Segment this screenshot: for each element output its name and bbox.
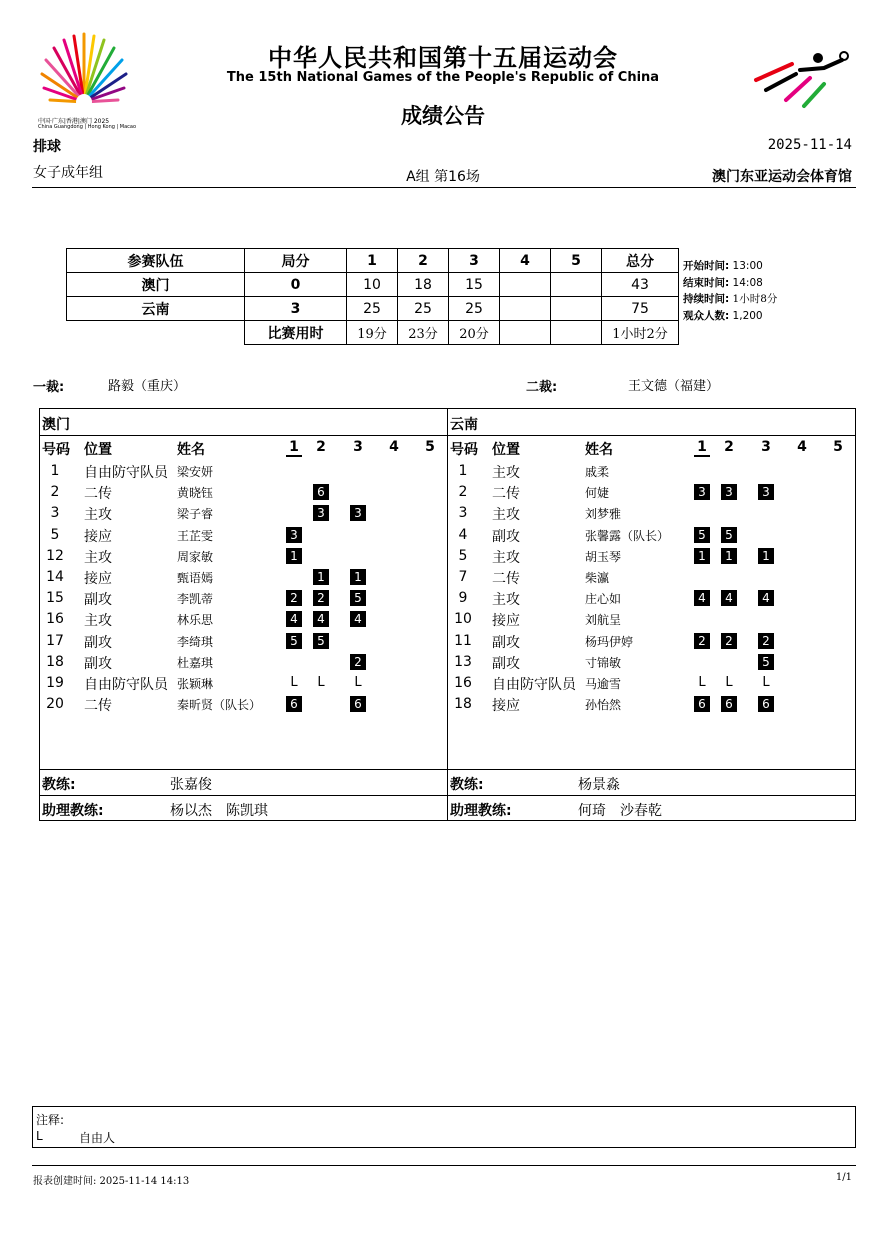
header-set-3: 3 xyxy=(353,439,363,455)
header-pos: 位置 xyxy=(492,442,520,458)
player-position: 主攻 xyxy=(84,507,112,524)
starting-position-mark: 5 xyxy=(350,590,366,606)
player-row xyxy=(448,652,855,673)
player-name: 杨玛伊婷 xyxy=(585,634,634,649)
second-referee-label: 二裁: xyxy=(526,380,558,395)
starting-position-mark: 6 xyxy=(286,696,302,712)
player-position: 主攻 xyxy=(84,613,112,630)
team-name: 云南 xyxy=(450,417,478,433)
set-duration: 20分 xyxy=(449,321,500,345)
starting-position-mark: 4 xyxy=(350,611,366,627)
first-referee-label: 一裁: xyxy=(33,380,65,395)
end-time: 结束时间: 14:08 xyxy=(683,277,763,289)
header-set-3: 3 xyxy=(761,439,771,455)
player-position: 主攻 xyxy=(492,549,520,566)
starting-position-mark: 3 xyxy=(286,527,302,543)
player-position: 主攻 xyxy=(84,549,112,566)
player-name: 刘梦雅 xyxy=(585,507,622,522)
page-title: 中华人民共和国第十五届运动会 xyxy=(268,44,618,72)
report-created: 报表创建时间: 2025-11-14 14:13 xyxy=(33,1176,190,1187)
divider xyxy=(448,435,855,436)
divider xyxy=(448,795,855,796)
player-row xyxy=(40,546,447,567)
starting-position-mark: 5 xyxy=(758,654,774,670)
set-score: 25 xyxy=(347,297,398,321)
player-number: 15 xyxy=(46,590,64,607)
starting-position-mark: 4 xyxy=(721,590,737,606)
second-referee: 王文德（福建） xyxy=(628,379,720,394)
starting-position-mark: 1 xyxy=(313,569,329,585)
assistant-coach-label: 助理教练: xyxy=(42,803,104,819)
team-name: 云南 xyxy=(67,297,245,321)
player-position: 副攻 xyxy=(84,634,112,651)
player-position: 二传 xyxy=(492,571,520,587)
player-number: 9 xyxy=(458,590,468,607)
assistant-coach-label: 助理教练: xyxy=(450,803,512,819)
score-row-macau xyxy=(67,273,679,297)
header-total: 总分 xyxy=(602,249,679,273)
starting-position-mark: 6 xyxy=(350,696,366,712)
set-duration: 19分 xyxy=(347,321,398,345)
starting-position-mark: 2 xyxy=(694,633,710,649)
player-position: 二传 xyxy=(84,486,112,503)
player-name: 孙怡然 xyxy=(585,698,622,713)
player-name: 林乐思 xyxy=(177,613,214,628)
starting-position-mark: 3 xyxy=(721,484,737,500)
player-row xyxy=(40,567,447,588)
set-score: 25 xyxy=(398,297,449,321)
player-position: 接应 xyxy=(492,698,520,715)
player-name: 黄晓钰 xyxy=(177,486,214,501)
player-number: 19 xyxy=(46,675,64,691)
total-score: 43 xyxy=(602,273,679,297)
player-number: 5 xyxy=(50,526,60,543)
player-number: 2 xyxy=(458,484,468,501)
divider xyxy=(448,769,855,770)
set-score: 15 xyxy=(449,273,500,297)
logo-caption-en: China Guangdong | Hong Kong | Macao xyxy=(38,124,137,130)
assistant-coach-names: 杨以杰 陈凯琪 xyxy=(170,803,268,819)
player-position: 副攻 xyxy=(84,592,112,609)
score-row-yunnan xyxy=(67,297,679,321)
notes-label: 注释: xyxy=(36,1113,65,1127)
header-set-3: 3 xyxy=(449,249,500,273)
starting-position-mark: 6 xyxy=(721,696,737,712)
player-row xyxy=(448,503,855,524)
starting-position-mark: 2 xyxy=(313,590,329,606)
header-set-2: 2 xyxy=(724,439,734,455)
player-row xyxy=(448,525,855,546)
player-number: 13 xyxy=(454,653,472,670)
starting-position-mark: 3 xyxy=(758,484,774,500)
set-score: 18 xyxy=(398,273,449,297)
player-position: 接应 xyxy=(492,613,520,630)
player-number: 5 xyxy=(458,547,468,564)
starting-position-mark: 2 xyxy=(286,590,302,606)
header-set-5: 5 xyxy=(425,439,435,455)
header-divider xyxy=(32,187,856,188)
libero-mark: L xyxy=(354,675,362,690)
starting-position-mark: 5 xyxy=(694,527,710,543)
start-time: 开始时间: 13:00 xyxy=(683,260,763,272)
total-duration: 1小时2分 xyxy=(602,321,679,345)
player-row xyxy=(40,631,447,652)
set-score xyxy=(500,273,551,297)
roster-yunnan xyxy=(447,408,856,821)
assistant-coach-names: 何琦 沙春乾 xyxy=(578,803,662,819)
notes-box xyxy=(32,1106,856,1148)
player-position: 副攻 xyxy=(84,655,112,672)
header-num: 号码 xyxy=(42,442,70,458)
notes-meaning: 自由人 xyxy=(79,1131,116,1145)
player-name: 甄语嫣 xyxy=(177,571,214,585)
player-position: 二传 xyxy=(492,486,520,503)
starting-position-mark: 1 xyxy=(286,548,302,564)
player-number: 1 xyxy=(458,463,468,479)
header-team: 参赛队伍 xyxy=(67,249,245,273)
duration-label: 比赛用时 xyxy=(245,321,347,345)
player-row xyxy=(40,503,447,524)
starting-position-mark: 1 xyxy=(694,548,710,564)
player-number: 17 xyxy=(46,632,64,649)
starting-position-mark: 4 xyxy=(694,590,710,606)
set-score xyxy=(500,297,551,321)
player-name: 柴瀛 xyxy=(585,571,610,585)
player-row xyxy=(40,461,447,482)
starting-position-mark: 3 xyxy=(694,484,710,500)
category-label: 女子成年组 xyxy=(33,165,103,181)
player-position: 主攻 xyxy=(492,592,520,609)
libero-mark: L xyxy=(317,675,325,690)
player-name: 胡玉琴 xyxy=(585,549,622,564)
divider xyxy=(40,795,447,796)
player-row xyxy=(448,461,855,482)
starting-position-mark: 3 xyxy=(350,505,366,521)
starting-position-mark: 1 xyxy=(350,569,366,585)
spectators: 观众人数: 1,200 xyxy=(683,310,763,322)
team-name: 澳门 xyxy=(42,417,70,433)
player-position: 接应 xyxy=(84,528,112,545)
libero-mark: L xyxy=(698,675,706,690)
player-position: 自由防守队员 xyxy=(492,677,576,693)
coach-label: 教练: xyxy=(42,777,76,793)
player-row xyxy=(40,525,447,546)
libero-mark: L xyxy=(290,675,298,690)
score-table xyxy=(66,248,679,345)
player-name: 梁安妍 xyxy=(177,465,214,479)
starting-position-mark: 5 xyxy=(286,633,302,649)
roster-macau xyxy=(39,408,448,821)
score-header-row xyxy=(67,249,679,273)
player-number: 14 xyxy=(46,569,64,585)
player-row xyxy=(40,652,447,673)
document-title: 成绩公告 xyxy=(401,104,485,128)
player-name: 刘航呈 xyxy=(585,613,622,628)
player-name: 秦昕贤（队长） xyxy=(177,698,262,713)
match-date: 2025-11-14 xyxy=(767,137,852,153)
player-row xyxy=(448,588,855,609)
player-row xyxy=(40,673,447,694)
player-number: 10 xyxy=(454,611,472,628)
player-name: 周家敏 xyxy=(177,549,214,564)
starting-position-mark: 6 xyxy=(313,484,329,500)
player-number: 3 xyxy=(50,505,60,522)
starting-position-mark: 2 xyxy=(721,633,737,649)
libero-mark: L xyxy=(762,675,770,690)
footer-divider xyxy=(32,1165,856,1166)
group-match: A组 第16场 xyxy=(406,169,480,185)
player-position: 主攻 xyxy=(492,507,520,524)
page-title-en: The 15th National Games of the People's Republic of China xyxy=(226,70,660,85)
libero-mark: L xyxy=(725,675,733,690)
player-row xyxy=(40,609,447,630)
player-name: 梁子睿 xyxy=(177,507,214,522)
header-sets-won: 局分 xyxy=(245,249,347,273)
player-number: 18 xyxy=(46,653,64,670)
venue: 澳门东亚运动会体育馆 xyxy=(712,169,852,185)
player-number: 1 xyxy=(50,463,60,479)
player-name: 何婕 xyxy=(585,486,610,501)
set-duration xyxy=(551,321,602,345)
coach-name: 杨景淼 xyxy=(578,777,620,793)
divider xyxy=(40,435,447,436)
player-position: 二传 xyxy=(84,698,112,715)
player-row xyxy=(448,567,855,588)
header-set-5: 5 xyxy=(833,439,843,455)
header-set-4: 4 xyxy=(389,439,399,455)
duration-row xyxy=(67,321,679,345)
notes-key: L xyxy=(36,1129,43,1143)
player-number: 18 xyxy=(454,696,472,713)
header-set-4: 4 xyxy=(797,439,807,455)
set-score: 10 xyxy=(347,273,398,297)
header-set-4: 4 xyxy=(500,249,551,273)
player-name: 王芷雯 xyxy=(177,528,214,543)
player-name: 张颖琳 xyxy=(177,677,214,691)
player-row xyxy=(40,588,447,609)
player-position: 主攻 xyxy=(492,465,520,481)
player-row xyxy=(448,631,855,652)
team-name: 澳门 xyxy=(67,273,245,297)
player-name: 杜嘉琪 xyxy=(177,655,214,670)
starting-position-mark: 4 xyxy=(758,590,774,606)
sets-won: 0 xyxy=(245,273,347,297)
player-name: 寸锦敏 xyxy=(585,655,622,670)
player-number: 11 xyxy=(454,632,472,649)
player-number: 16 xyxy=(454,675,472,691)
player-number: 20 xyxy=(46,696,64,713)
header-set-1: 1 xyxy=(286,439,302,457)
player-row xyxy=(40,694,447,715)
player-row xyxy=(448,609,855,630)
starting-position-mark: 4 xyxy=(286,611,302,627)
header-set-1: 1 xyxy=(347,249,398,273)
player-position: 副攻 xyxy=(492,528,520,545)
header-name: 姓名 xyxy=(585,442,613,458)
set-score xyxy=(551,297,602,321)
sets-won: 3 xyxy=(245,297,347,321)
player-number: 7 xyxy=(458,569,468,585)
starting-position-mark: 2 xyxy=(758,633,774,649)
divider xyxy=(40,769,447,770)
first-referee: 路毅（重庆） xyxy=(108,379,187,394)
player-row xyxy=(448,482,855,503)
starting-position-mark: 6 xyxy=(694,696,710,712)
set-duration xyxy=(500,321,551,345)
player-name: 张馨露（队长） xyxy=(585,528,670,543)
player-position: 副攻 xyxy=(492,655,520,672)
player-position: 接应 xyxy=(84,571,112,587)
page-number: 1/1 xyxy=(835,1172,852,1183)
starting-position-mark: 6 xyxy=(758,696,774,712)
duration-time: 持续时间: 1小时8分 xyxy=(683,293,778,305)
header-set-1: 1 xyxy=(694,439,710,457)
player-name: 庄心如 xyxy=(585,592,622,607)
starting-position-mark: 2 xyxy=(350,654,366,670)
player-name: 李凯蒂 xyxy=(177,592,214,607)
player-name: 马逾雪 xyxy=(585,677,622,691)
set-score: 25 xyxy=(449,297,500,321)
header-set-5: 5 xyxy=(551,249,602,273)
player-row xyxy=(448,694,855,715)
header-set-2: 2 xyxy=(398,249,449,273)
set-duration: 23分 xyxy=(398,321,449,345)
starting-position-mark: 5 xyxy=(721,527,737,543)
starting-position-mark: 5 xyxy=(313,633,329,649)
header-num: 号码 xyxy=(450,442,478,458)
player-position: 副攻 xyxy=(492,634,520,651)
header-set-2: 2 xyxy=(316,439,326,455)
player-name: 李绮琪 xyxy=(177,634,214,649)
starting-position-mark: 1 xyxy=(758,548,774,564)
total-score: 75 xyxy=(602,297,679,321)
starting-position-mark: 1 xyxy=(721,548,737,564)
player-row xyxy=(40,482,447,503)
player-number: 12 xyxy=(46,547,64,564)
starting-position-mark: 3 xyxy=(313,505,329,521)
player-number: 16 xyxy=(46,611,64,628)
logo-caption: 中国·广东|香港|澳门 2025 xyxy=(38,118,110,125)
player-position: 自由防守队员 xyxy=(84,677,168,693)
player-row xyxy=(448,546,855,567)
player-number: 2 xyxy=(50,484,60,501)
player-row xyxy=(448,673,855,694)
player-name: 戚柔 xyxy=(585,465,610,479)
player-number: 4 xyxy=(458,526,468,543)
sport-label: 排球 xyxy=(33,139,61,155)
player-number: 3 xyxy=(458,505,468,522)
header-name: 姓名 xyxy=(177,442,205,458)
coach-name: 张嘉俊 xyxy=(170,777,212,793)
player-position: 自由防守队员 xyxy=(84,465,168,481)
header-pos: 位置 xyxy=(84,442,112,458)
set-score xyxy=(551,273,602,297)
coach-label: 教练: xyxy=(450,777,484,793)
starting-position-mark: 4 xyxy=(313,611,329,627)
